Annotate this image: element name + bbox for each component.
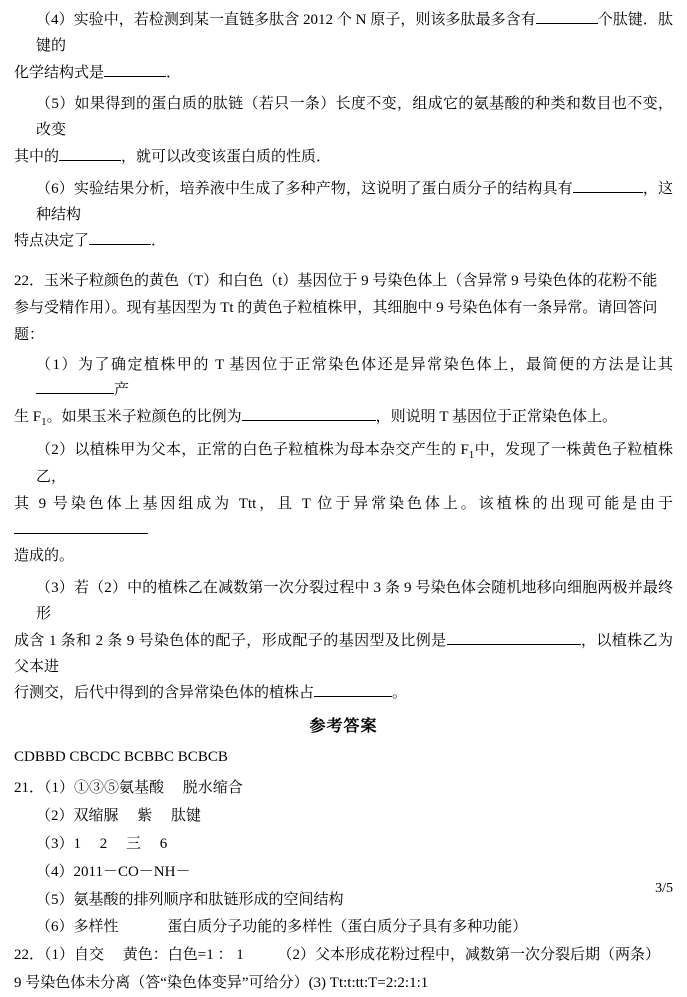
answer-blank[interactable] bbox=[242, 420, 376, 421]
q22-3-line-2 bbox=[14, 629, 673, 681]
q21-4-line-2 bbox=[14, 61, 673, 87]
answer-blank[interactable] bbox=[447, 644, 581, 645]
answer-blank[interactable] bbox=[89, 244, 151, 245]
answers-title: 参考答案 bbox=[309, 718, 378, 736]
q22-1-subscript: 1 bbox=[41, 416, 47, 429]
q22-stem-line-2: 参与受精作用）。现有基因型为 Tt 的黄色子粒植株甲，其细胞中 9 号染色体有一条异常。请回答问 bbox=[14, 299, 658, 316]
answer-line-21-6: （6）多样性 蛋白质分子功能的多样性（蛋白质分子具有多种功能） bbox=[36, 919, 528, 936]
q21-5-line-1: （5）如果得到的蛋白质的肽链（若只一条）长度不变，组成它的氨基酸的种类和数目也不变，改变 bbox=[36, 96, 673, 139]
answer-blank[interactable] bbox=[104, 76, 166, 77]
q22-3-line-1: （3）若（2）中的植株乙在减数第一次分裂过程中 3 条 9 号染色体会随机地移向细胞两极并最终形 bbox=[36, 580, 673, 622]
q21-5-text-1: 其中的 bbox=[14, 148, 60, 165]
q22-3-text-2: ，以植株乙为父本进 bbox=[14, 632, 673, 675]
answer-blank[interactable] bbox=[314, 696, 392, 697]
q21-4-text-3: 化学结构式是 bbox=[14, 64, 105, 81]
answer-blank[interactable] bbox=[536, 23, 598, 24]
answer-blank[interactable] bbox=[573, 192, 643, 193]
q22-2-text-3: 其 9 号染色体上基因组成为 Ttt，且 T 位于异常染色体上。该植株的出现可能是由于 bbox=[14, 495, 673, 512]
q21-6-text-4: ． bbox=[151, 233, 167, 250]
q22-2-subscript: 1 bbox=[468, 449, 475, 462]
q22-2-line-2 bbox=[14, 492, 673, 544]
q22-1-line-1 bbox=[14, 353, 673, 405]
q22-1-text-5: ，则说明 T 基因位于正常染色体上。 bbox=[375, 409, 618, 426]
q22-1-line-2 bbox=[14, 405, 673, 432]
answer-line-22-1: 22．（1）自交 黄色：白色=1 ： 1 （2）父本形成花粉过程中，减数第一次分裂后期（两条） bbox=[14, 947, 660, 964]
q21-6-line-2 bbox=[14, 229, 673, 255]
q22-1-text-1: （1）为了确定植株甲的 T 基因位于正常染色体还是异常染色体上，最简便的方法是让其 bbox=[36, 356, 673, 373]
answer-blank[interactable] bbox=[59, 160, 121, 161]
question-22-stem bbox=[14, 269, 673, 348]
q21-5-line-2 bbox=[14, 145, 673, 171]
q21-4-text-2: 个肽键．肽键的 bbox=[36, 12, 673, 54]
q21-4-text-1: （4）实验中，若检测到某一直链多肽含 2012 个 N 原子，则该多肽最多含有 bbox=[36, 12, 536, 28]
answer-line-21-4: （4）2011－CO－NH－ bbox=[36, 863, 191, 880]
question-21-part-5 bbox=[14, 92, 673, 170]
q21-5-text-2: ，就可以改变该蛋白质的性质． bbox=[121, 148, 332, 165]
answer-line-21-3: （3）1 2 三 6 bbox=[36, 836, 168, 853]
question-21-part-6 bbox=[14, 177, 673, 255]
question-21-part-4 bbox=[14, 8, 673, 86]
q22-3-text-3: 行测交，后代中得到的含异常染色体的植株占 bbox=[14, 685, 315, 702]
q21-6-text-2: ，这种结构 bbox=[36, 180, 673, 223]
q22-3-text-1: 成含 1 条和 2 条 9 号染色体的配子，形成配子的基因型及比例是 bbox=[14, 632, 447, 649]
q21-6-line-1 bbox=[14, 177, 673, 229]
q22-stem-line-1: 22．玉米子粒颜色的黄色（T）和白色（t）基因位于 9 号染色体上（含异常 9 号染色体的花粉不能 bbox=[14, 273, 658, 290]
answer-line-21-5: （5）氨基酸的排列顺序和肽链形成的空间结构 bbox=[36, 891, 344, 908]
answer-line-21-2: （2）双缩脲 紫 肽键 bbox=[36, 808, 202, 825]
answers-section bbox=[14, 713, 673, 997]
q22-2-text-2: 中，发现了一株黄色子粒植株乙， bbox=[36, 442, 673, 485]
q22-2-line-1 bbox=[14, 438, 673, 491]
q21-4-text-4: ． bbox=[166, 64, 182, 81]
q22-2-text-1: （2）以植株甲为父本，正常的白色子粒植株为母本杂交产生的 F bbox=[36, 442, 469, 459]
question-22-part-2 bbox=[14, 438, 673, 570]
answer-line-22-2: 9 号染色体未分离（答“染色体变异”可给分）(3) Tt:t:tt:T=2:2:1:1 bbox=[14, 975, 429, 992]
q22-3-text-4: 。 bbox=[392, 685, 408, 702]
question-22-part-3 bbox=[14, 576, 673, 707]
q21-4-line-1 bbox=[14, 8, 673, 60]
answer-blank[interactable] bbox=[14, 533, 148, 534]
q22-3-line-3 bbox=[14, 681, 673, 707]
q22-2-line-3: 造成的。 bbox=[14, 548, 75, 565]
page-number: 3/5 bbox=[655, 880, 673, 896]
q22-1-text-2: 产 bbox=[114, 382, 130, 399]
q21-6-text-3: 特点决定了 bbox=[14, 233, 90, 250]
q22-1-text-4: 。如果玉米子粒颜色的比例为 bbox=[46, 409, 242, 426]
answer-blank[interactable] bbox=[36, 393, 114, 394]
answers-choice-line: CDBBD CBCDC BCBBC BCBCB bbox=[14, 748, 228, 765]
q22-1-text-3: 生 F bbox=[14, 409, 42, 426]
q22-stem-line-3: 题： bbox=[14, 326, 45, 343]
answer-line-21-1: 21．（1）①③⑤氨基酸 脱水缩合 bbox=[14, 780, 243, 797]
q21-6-text-1: （6）实验结果分析，培养液中生成了多种产物，这说明了蛋白质分子的结构具有 bbox=[36, 180, 573, 197]
question-22-part-1 bbox=[14, 353, 673, 433]
